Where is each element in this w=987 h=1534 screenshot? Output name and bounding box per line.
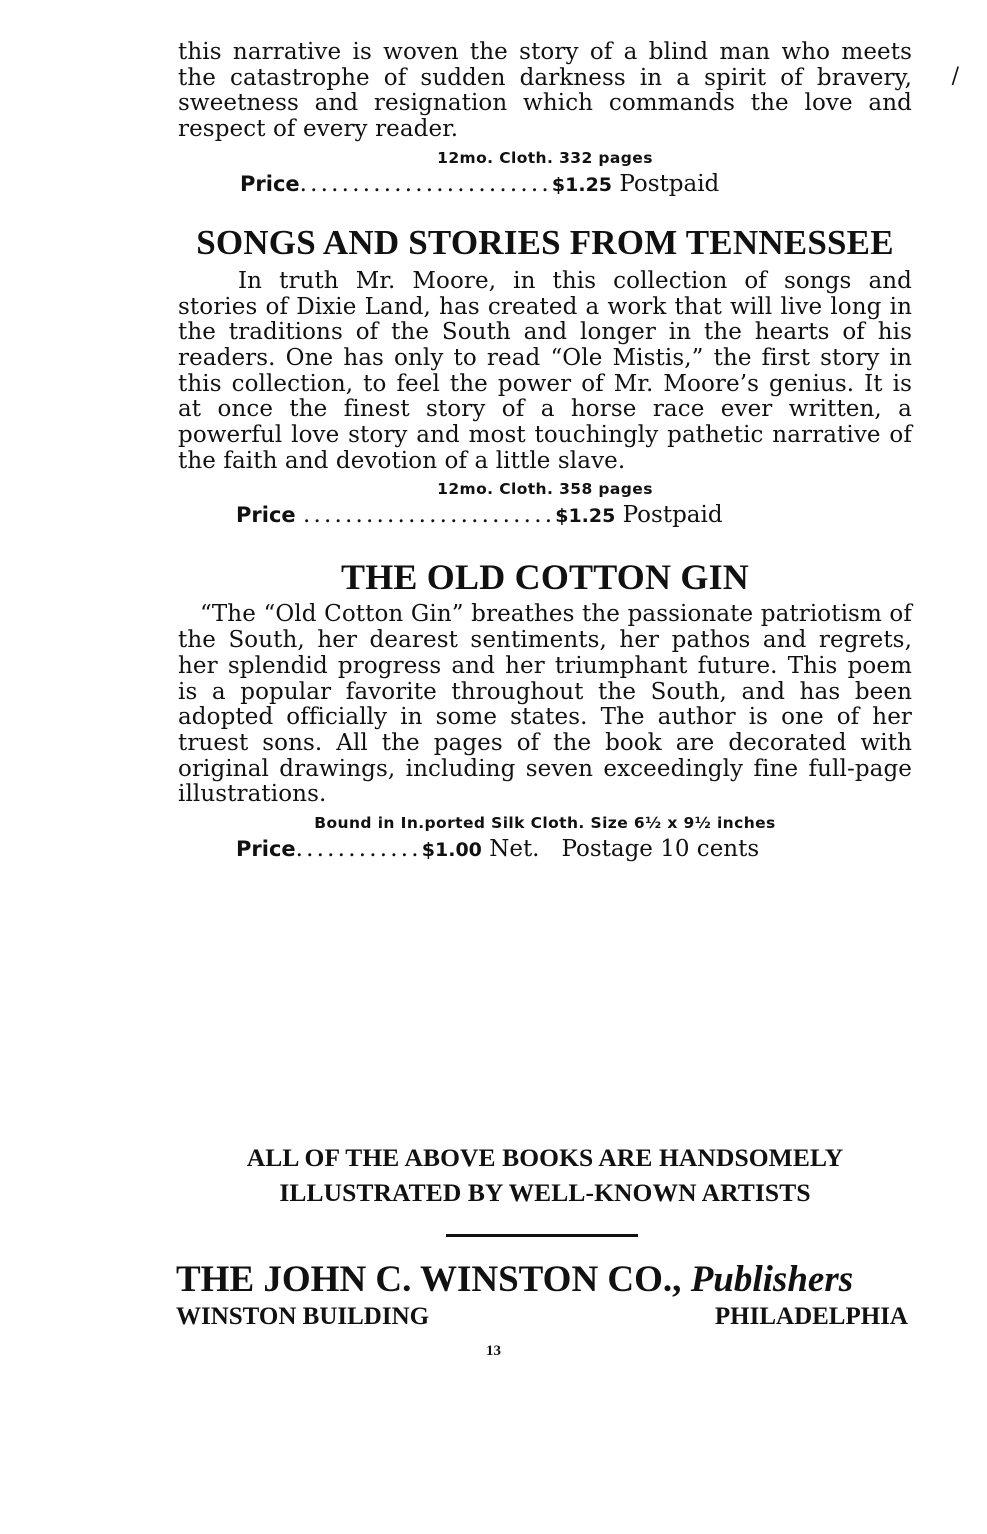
book-title-songs-and-stories: SONGS AND STORIES FROM TENNESSEE bbox=[196, 222, 894, 262]
divider-rule bbox=[446, 1234, 638, 1237]
book-title-old-cotton-gin: THE OLD COTTON GIN bbox=[340, 557, 750, 598]
price-suffix: Net. bbox=[489, 836, 540, 863]
publisher-city: PHILADELPHIA bbox=[714, 1303, 908, 1330]
publisher-role: Publishers bbox=[690, 1259, 854, 1300]
price-label: Price bbox=[240, 171, 300, 196]
book-description-songs-and-stories: In truth Mr. Moore, in this collection of songs and stories of Dixie Land, has created a work that will live long in the traditions of the South and longer in the hearts of his readers. One has only to read “Ole Mistis,” the first story in this collection, to feel the power of Mr. Moore’s genius. It is at once the finest story of a horse race ever written, a powerful love story and most touchingly pathetic narrative of the faith and devotion of a little slave. bbox=[178, 267, 912, 474]
price-label: Price bbox=[236, 503, 296, 528]
book-price-songs-and-stories bbox=[178, 502, 912, 528]
publisher-building: WINSTON BUILDING bbox=[176, 1303, 430, 1330]
price-amount: $1.00 bbox=[421, 839, 482, 862]
price-suffix: Postpaid bbox=[622, 502, 723, 529]
publisher-name: THE JOHN C. WINSTON CO., bbox=[176, 1259, 682, 1300]
book-price-old-cotton-gin bbox=[178, 836, 912, 862]
publisher-block bbox=[176, 1258, 908, 1331]
intro-paragraph: this narrative is woven the story of a blind man who meets the catastrophe of sudden darkness in a spirit of bravery, sweetness and resignation which commands the love and respect of every reader. bbox=[178, 39, 912, 143]
price-suffix: Postpaid bbox=[619, 170, 720, 197]
book-description-old-cotton-gin: “The “Old Cotton Gin” breathes the passionate patriotism of the South, her dearest sentiments, her pathos and regrets, her splendid progress and her triumphant future. This poem is a popular favorite throughout the South, and has been adopted officially in some states. The author is one of her truest sons. All the pages of the book are decorated with original drawings, including seven exceedingly fine full-page illustrations. bbox=[178, 601, 912, 808]
publisher-name-line bbox=[176, 1258, 908, 1301]
price-leader: ........................ bbox=[302, 502, 556, 529]
illustration-note bbox=[178, 1140, 912, 1210]
price-leader: ............ bbox=[295, 836, 422, 863]
page-number: 13 bbox=[486, 1343, 501, 1359]
price-leader: ........................ bbox=[299, 170, 552, 197]
price-label: Price bbox=[236, 837, 296, 862]
publisher-address bbox=[176, 1303, 908, 1331]
book-spec-songs-and-stories: 12mo. Cloth. 358 pages bbox=[437, 480, 653, 499]
postage-note: Postage 10 cents bbox=[561, 836, 760, 863]
page-content bbox=[178, 40, 912, 862]
illustration-note-line-2: ILLUSTRATED BY WELL-KNOWN ARTISTS bbox=[279, 1178, 811, 1207]
illustration-note-line-1: ALL OF THE ABOVE BOOKS ARE HANDSOMELY bbox=[246, 1143, 844, 1172]
intro-price-line bbox=[178, 171, 912, 197]
intro-spec: 12mo. Cloth. 332 pages bbox=[437, 148, 653, 167]
margin-mark: / bbox=[951, 64, 959, 89]
book-spec-old-cotton-gin: Bound in In.ported Silk Cloth. Size 6½ x 9½ inches bbox=[314, 814, 776, 833]
price-amount: $1.25 bbox=[555, 505, 616, 528]
price-amount: $1.25 bbox=[551, 173, 613, 196]
